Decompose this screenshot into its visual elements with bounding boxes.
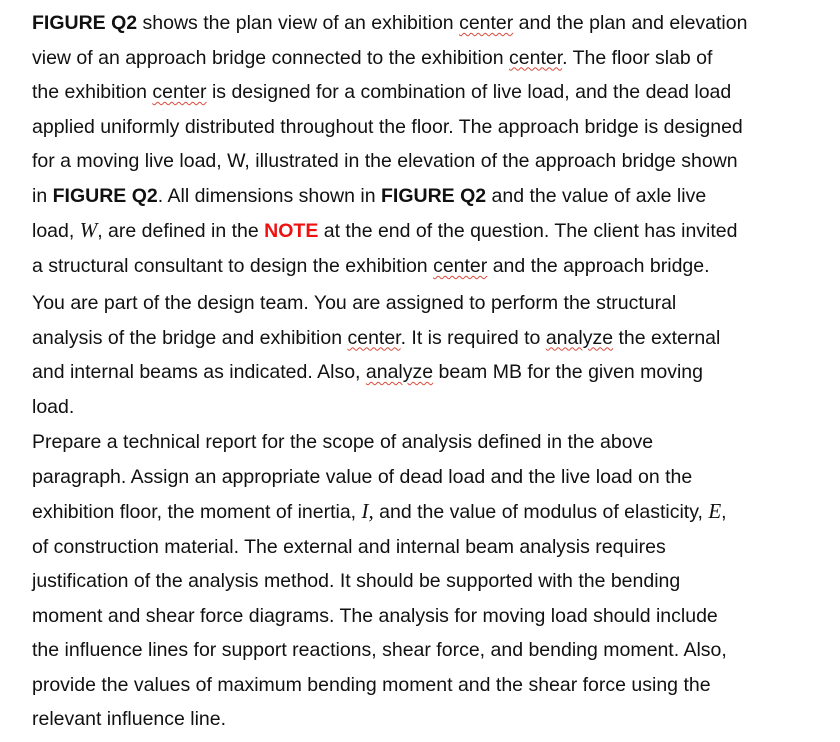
figure-reference: FIGURE Q2 [52, 184, 158, 207]
line: exhibition floor, the moment of inertia, I, and the value of modulus of elasticity, E, [32, 499, 727, 524]
symbol-w: W [79, 218, 98, 243]
line: justification of the analysis method. It should be supported with the bending [32, 570, 681, 593]
line: of construction material. The external and internal beam analysis requires [32, 535, 666, 558]
spellcheck-word[interactable]: center [459, 12, 514, 34]
figure-reference: FIGURE Q2 [381, 184, 487, 207]
line: applied uniformly distributed throughout the floor. The approach bridge is designed [32, 115, 743, 138]
line: provide the values of maximum bending moment and the shear force using the [32, 673, 711, 696]
spellcheck-word[interactable]: center [347, 326, 401, 349]
spellcheck-word[interactable]: analyze [365, 361, 434, 383]
symbol-i: I, [361, 499, 374, 524]
note-reference: NOTE [264, 220, 319, 243]
line: for a moving live load, W, illustrated in the elevation of the approach bridge shown [32, 150, 738, 173]
line: analysis of the bridge and exhibition center. It is required to analyze the external [32, 326, 721, 349]
paragraph-figure-description [32, 6, 751, 283]
line: load. [32, 395, 75, 418]
line: Prepare a technical report for the scope of analysis defined in the above [32, 431, 654, 453]
line: the exhibition center is designed for a combination of live load, and the dead load [32, 81, 732, 104]
line: paragraph. Assign an appropriate value of dead load and the live load on the [32, 465, 693, 488]
spellcheck-word[interactable]: analyze [545, 326, 614, 349]
line: FIGURE Q2 shows the plan view of an exhibition center and the plan and elevation [32, 12, 748, 34]
line: load, W, are defined in the NOTE at the end of the question. The client has invited [32, 218, 738, 243]
paragraph-assignment [32, 286, 751, 424]
figure-reference: FIGURE Q2 [32, 12, 138, 34]
line: You are part of the design team. You are assigned to perform the structural [32, 292, 677, 314]
symbol-e: E [708, 499, 722, 524]
line: view of an approach bridge connected to the exhibition center. The floor slab of [32, 46, 713, 69]
spellcheck-word[interactable]: center [509, 46, 563, 69]
paragraph-report-requirements [32, 425, 751, 737]
line: a structural consultant to design the exhibition center and the approach bridge. [32, 254, 710, 277]
line: moment and shear force diagrams. The analysis for moving load should include [32, 604, 718, 627]
line: relevant influence line. [32, 708, 227, 731]
spellcheck-word[interactable]: center [433, 254, 488, 277]
line: the influence lines for support reactions, shear force, and bending moment. Also, [32, 639, 727, 662]
spellcheck-word[interactable]: center [152, 81, 207, 104]
line: and internal beams as indicated. Also, analyze beam MB for the given moving [32, 361, 703, 383]
line: in FIGURE Q2. All dimensions shown in FIGURE Q2 and the value of axle live [32, 184, 707, 207]
